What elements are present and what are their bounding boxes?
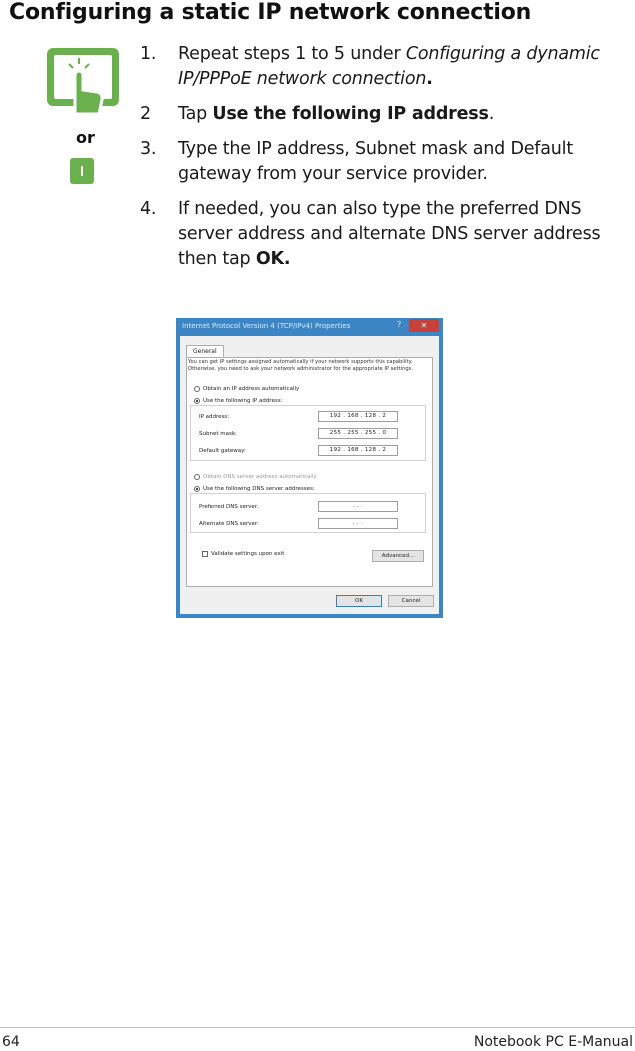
step-text: Repeat steps 1 to 5 under: [178, 44, 406, 64]
alternate-dns-input[interactable]: . . .: [318, 518, 398, 529]
use-dns-radio[interactable]: [194, 486, 315, 492]
preferred-dns-label: Preferred DNS server:: [199, 504, 259, 510]
step-text: If needed, you can also type the preferred DNS server address and alternate DNS server address then tap: [178, 199, 601, 269]
checkbox-label: Validate settings upon exit: [211, 551, 285, 557]
validate-checkbox[interactable]: [202, 551, 284, 557]
default-gateway-label: Default gateway:: [199, 448, 246, 454]
keyboard-key-icon: [70, 158, 94, 184]
page-number: 64: [2, 1034, 20, 1050]
help-button[interactable]: ?: [397, 320, 402, 329]
use-ip-radio[interactable]: [194, 398, 282, 404]
step-emphasis: Use the following IP address: [212, 104, 489, 124]
ipv4-properties-dialog: [176, 318, 443, 618]
step-number: 4.: [140, 199, 157, 219]
step-number: 2: [140, 104, 151, 124]
radio-label: Use the following IP address:: [203, 398, 283, 404]
alternate-dns-label: Alternate DNS server:: [199, 521, 259, 527]
radio-off-icon: [194, 474, 200, 480]
tab-general[interactable]: General: [186, 345, 224, 358]
radio-on-icon: [194, 398, 200, 404]
step-4: [135, 197, 615, 272]
close-button[interactable]: ✕: [409, 319, 439, 332]
obtain-dns-radio[interactable]: [194, 474, 317, 480]
step-1: [135, 42, 615, 92]
preferred-dns-input[interactable]: . . .: [318, 501, 398, 512]
step-punct: .: [488, 104, 495, 124]
manual-name: Notebook PC E-Manual: [473, 1034, 633, 1050]
ip-address-input[interactable]: 192 . 168 . 128 . 2: [318, 411, 398, 422]
checkbox-icon: [202, 551, 208, 557]
step-text: Type the IP address, Subnet mask and Default gateway from your service provider.: [178, 139, 573, 184]
radio-label: Obtain DNS server address automatically: [203, 474, 317, 480]
subnet-mask-label: Subnet mask:: [199, 431, 237, 437]
step-3: [135, 137, 615, 187]
dialog-body: [180, 336, 439, 614]
default-gateway-input[interactable]: 192 . 168 . 128 . 2: [318, 445, 398, 456]
dialog-title: Internet Protocol Version 4 (TCP/IPv4) Properties: [182, 322, 351, 330]
step-reference: Configuring a dynamic IP/PPPoE network connection: [178, 44, 600, 89]
touch-tap-icon: [45, 44, 123, 122]
radio-off-icon: [194, 386, 200, 392]
step-number: 1.: [140, 44, 157, 64]
radio-label: Obtain an IP address automatically: [203, 386, 300, 392]
cancel-button[interactable]: Cancel: [388, 595, 434, 607]
subnet-mask-input[interactable]: 255 . 255 . 255 . 0: [318, 428, 398, 439]
intro-text: You can get IP settings assigned automatically if your network supports this capability. Otherwise, you need to ask your network administrator for the appropriate IP settings.: [188, 359, 414, 372]
steps-list: [135, 42, 615, 282]
or-label: or: [76, 128, 95, 147]
page-title: Configuring a static IP network connection: [9, 0, 532, 25]
ok-button[interactable]: OK: [336, 595, 382, 607]
obtain-ip-radio[interactable]: [194, 386, 299, 392]
footer-divider: [0, 1027, 635, 1028]
step-punct: .: [426, 69, 433, 89]
step-text: Tap: [178, 104, 213, 124]
step-2: [135, 102, 615, 127]
radio-on-icon: [194, 486, 200, 492]
step-number: 3.: [140, 139, 157, 159]
advanced-button[interactable]: Advanced...: [372, 550, 424, 562]
step-emphasis: OK.: [255, 249, 291, 269]
radio-label: Use the following DNS server addresses:: [203, 486, 315, 492]
ip-address-label: IP address:: [199, 414, 230, 420]
